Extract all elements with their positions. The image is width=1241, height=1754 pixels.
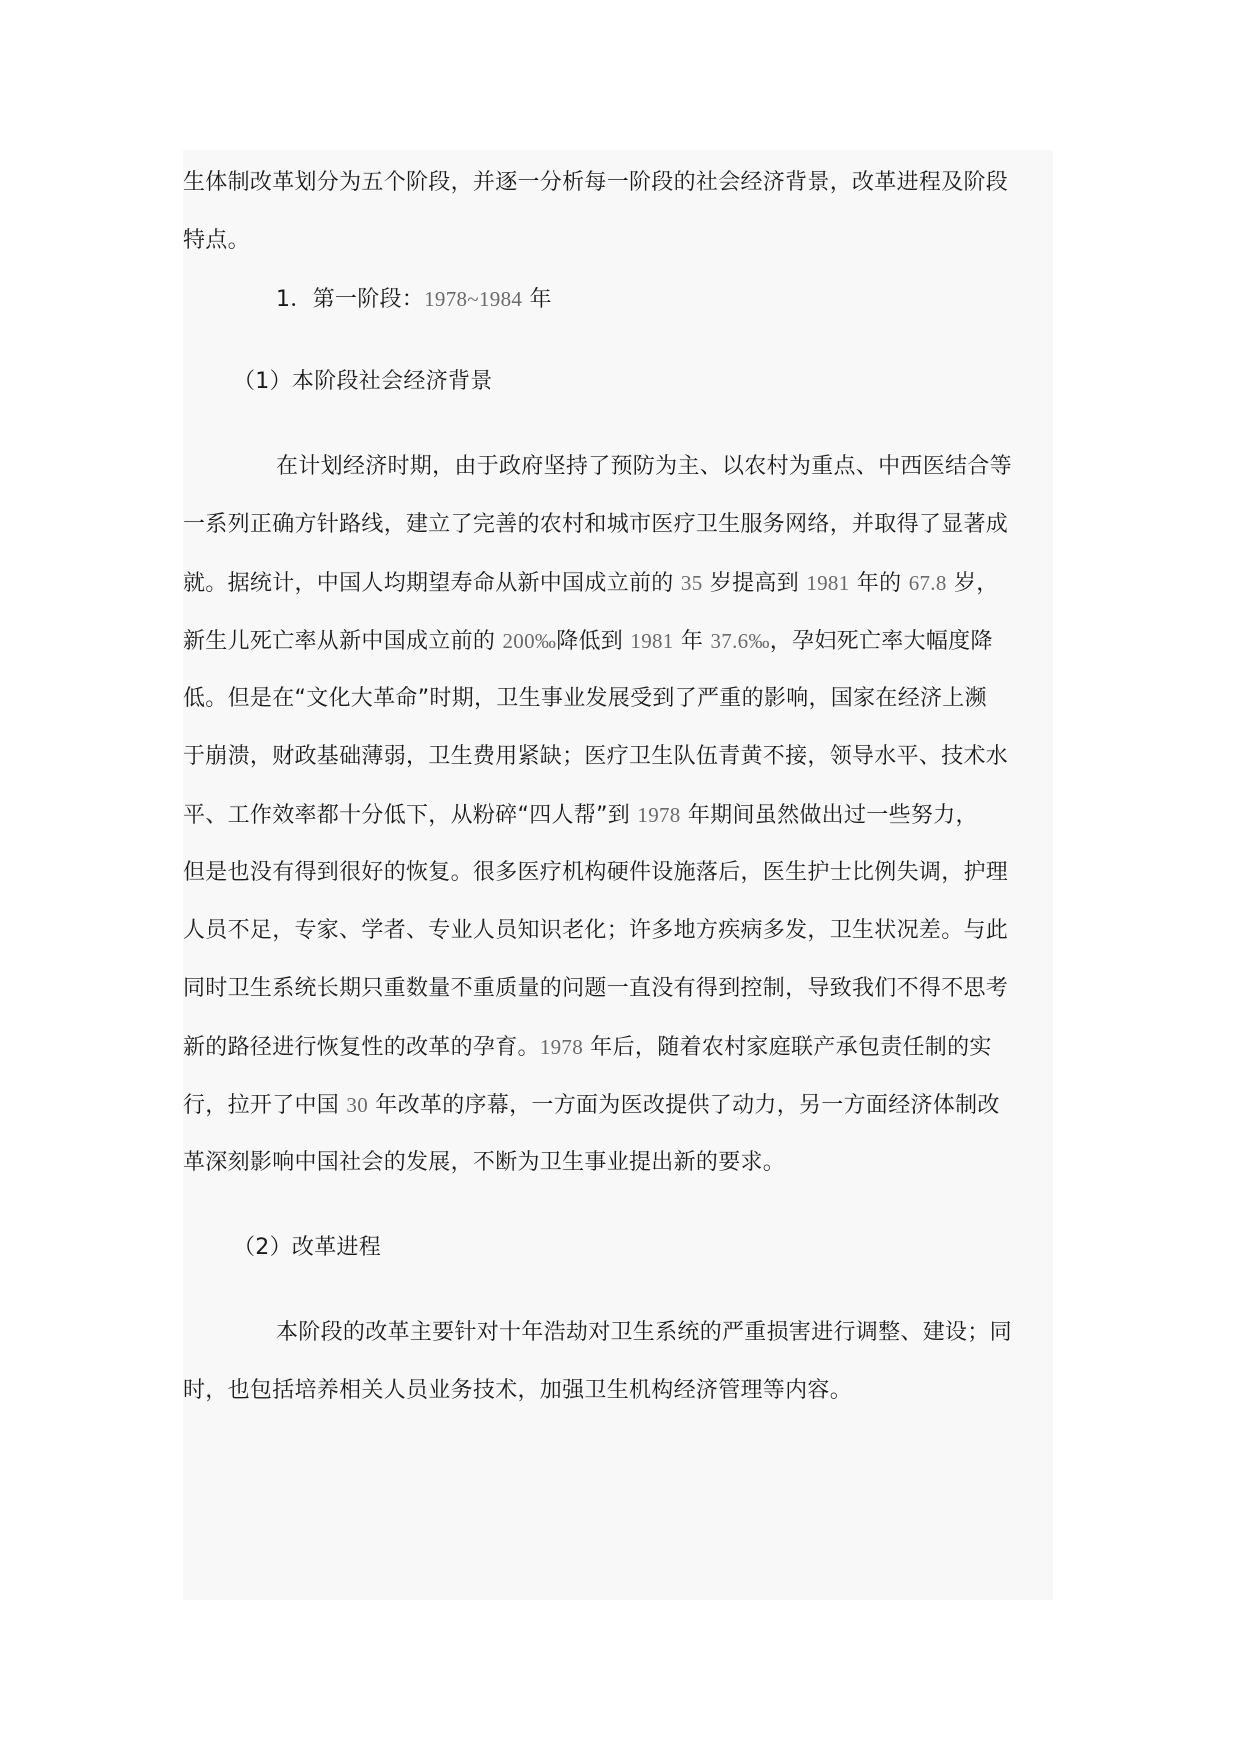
process-line-2: 时，也包括培养相关人员业务技术，加强卫生机构经济管理等内容。 — [183, 1378, 853, 1403]
subheading-background: （1）本阶段社会经济背景 — [233, 369, 493, 394]
number-value: 1978 — [539, 1035, 584, 1059]
background-line-7 — [183, 800, 1053, 830]
text-segment: ，孕妇死亡率大幅度降 — [769, 629, 993, 654]
text-segment: 行，拉开了中国 — [183, 1093, 347, 1118]
background-line-1: 在计划经济时期，由于政府坚持了预防为主、以农村为重点、中西医结合等 — [276, 454, 1012, 479]
text-segment: 平、工作效率都十分低下，从粉碎“四人帮”到 — [183, 803, 638, 828]
number-value: 67.8 — [908, 571, 947, 595]
text-segment: 年期间虽然做出过一些努力， — [680, 803, 978, 828]
intro-line-2: 特点。 — [183, 228, 250, 253]
background-line-8: 但是也没有得到很好的恢复。很多医疗机构硬件设施落后，医生护士比例失调，护理 — [183, 860, 1009, 885]
text-segment: 年 — [673, 629, 711, 654]
background-line-10: 同时卫生系统长期只重数量不重质量的问题一直没有得到控制，导致我们不得不思考 — [183, 976, 1009, 1001]
background-line-6: 于崩溃，财政基础薄弱，卫生费用紧缺；医疗卫生队伍青黄不接，领导水平、技术水 — [183, 744, 1009, 769]
stage-1-heading-prefix: 1．第一阶段： — [276, 287, 425, 312]
text-segment: 年改革的序幕，一方面为医改提供了动力，另一方面经济体制改 — [368, 1093, 1000, 1118]
background-line-9: 人员不足，专家、学者、专业人员知识老化；许多地方疾病多发，卫生状况差。与此 — [183, 918, 1009, 943]
background-line-11 — [183, 1032, 1053, 1062]
text-segment: 年后，随着农村家庭联产承包责任制的实 — [583, 1035, 992, 1060]
subheading-process: （2）改革进程 — [233, 1235, 382, 1260]
number-value: 1981 — [630, 629, 674, 653]
number-value: 37.6‰ — [710, 629, 770, 653]
stage-1-heading-suffix: 年 — [522, 287, 552, 312]
number-value: 1981 — [806, 571, 850, 595]
background-line-12 — [183, 1090, 1053, 1120]
text-segment: 岁提高到 — [702, 571, 807, 596]
text-segment: 岁， — [946, 571, 999, 596]
number-value: 1978 — [637, 803, 681, 827]
stage-1-heading — [183, 284, 1146, 314]
intro-line-1: 生体制改革划分为五个阶段，并逐一分析每一阶段的社会经济背景，改革进程及阶段 — [183, 170, 1009, 195]
background-line-5: 低。但是在“文化大革命”时期，卫生事业发展受到了严重的影响，国家在经济上濒 — [183, 686, 987, 711]
text-segment: 新的路径进行恢复性的改革的孕育。 — [183, 1035, 540, 1060]
text-segment: 降低到 — [556, 629, 631, 654]
background-line-3 — [183, 568, 1053, 598]
stage-1-years: 1978~1984 — [424, 287, 523, 311]
background-line-4 — [183, 626, 1053, 656]
text-segment: 新生儿死亡率从新中国成立前的 — [183, 629, 503, 654]
document-page — [183, 150, 1053, 1600]
number-value: 30 — [346, 1093, 369, 1117]
background-line-13: 革深刻影响中国社会的发展，不断为卫生事业提出新的要求。 — [183, 1150, 786, 1175]
process-line-1: 本阶段的改革主要针对十年浩劫对卫生系统的严重损害进行调整、建设；同 — [276, 1320, 1012, 1345]
text-segment: 就。据统计，中国人均期望寿命从新中国成立前的 — [183, 571, 681, 596]
background-line-2: 一系列正确方针路线，建立了完善的农村和城市医疗卫生服务网络，并取得了显著成 — [183, 512, 1009, 537]
text-segment: 年的 — [849, 571, 909, 596]
number-value: 200‰ — [502, 629, 557, 653]
number-value: 35 — [680, 571, 703, 595]
